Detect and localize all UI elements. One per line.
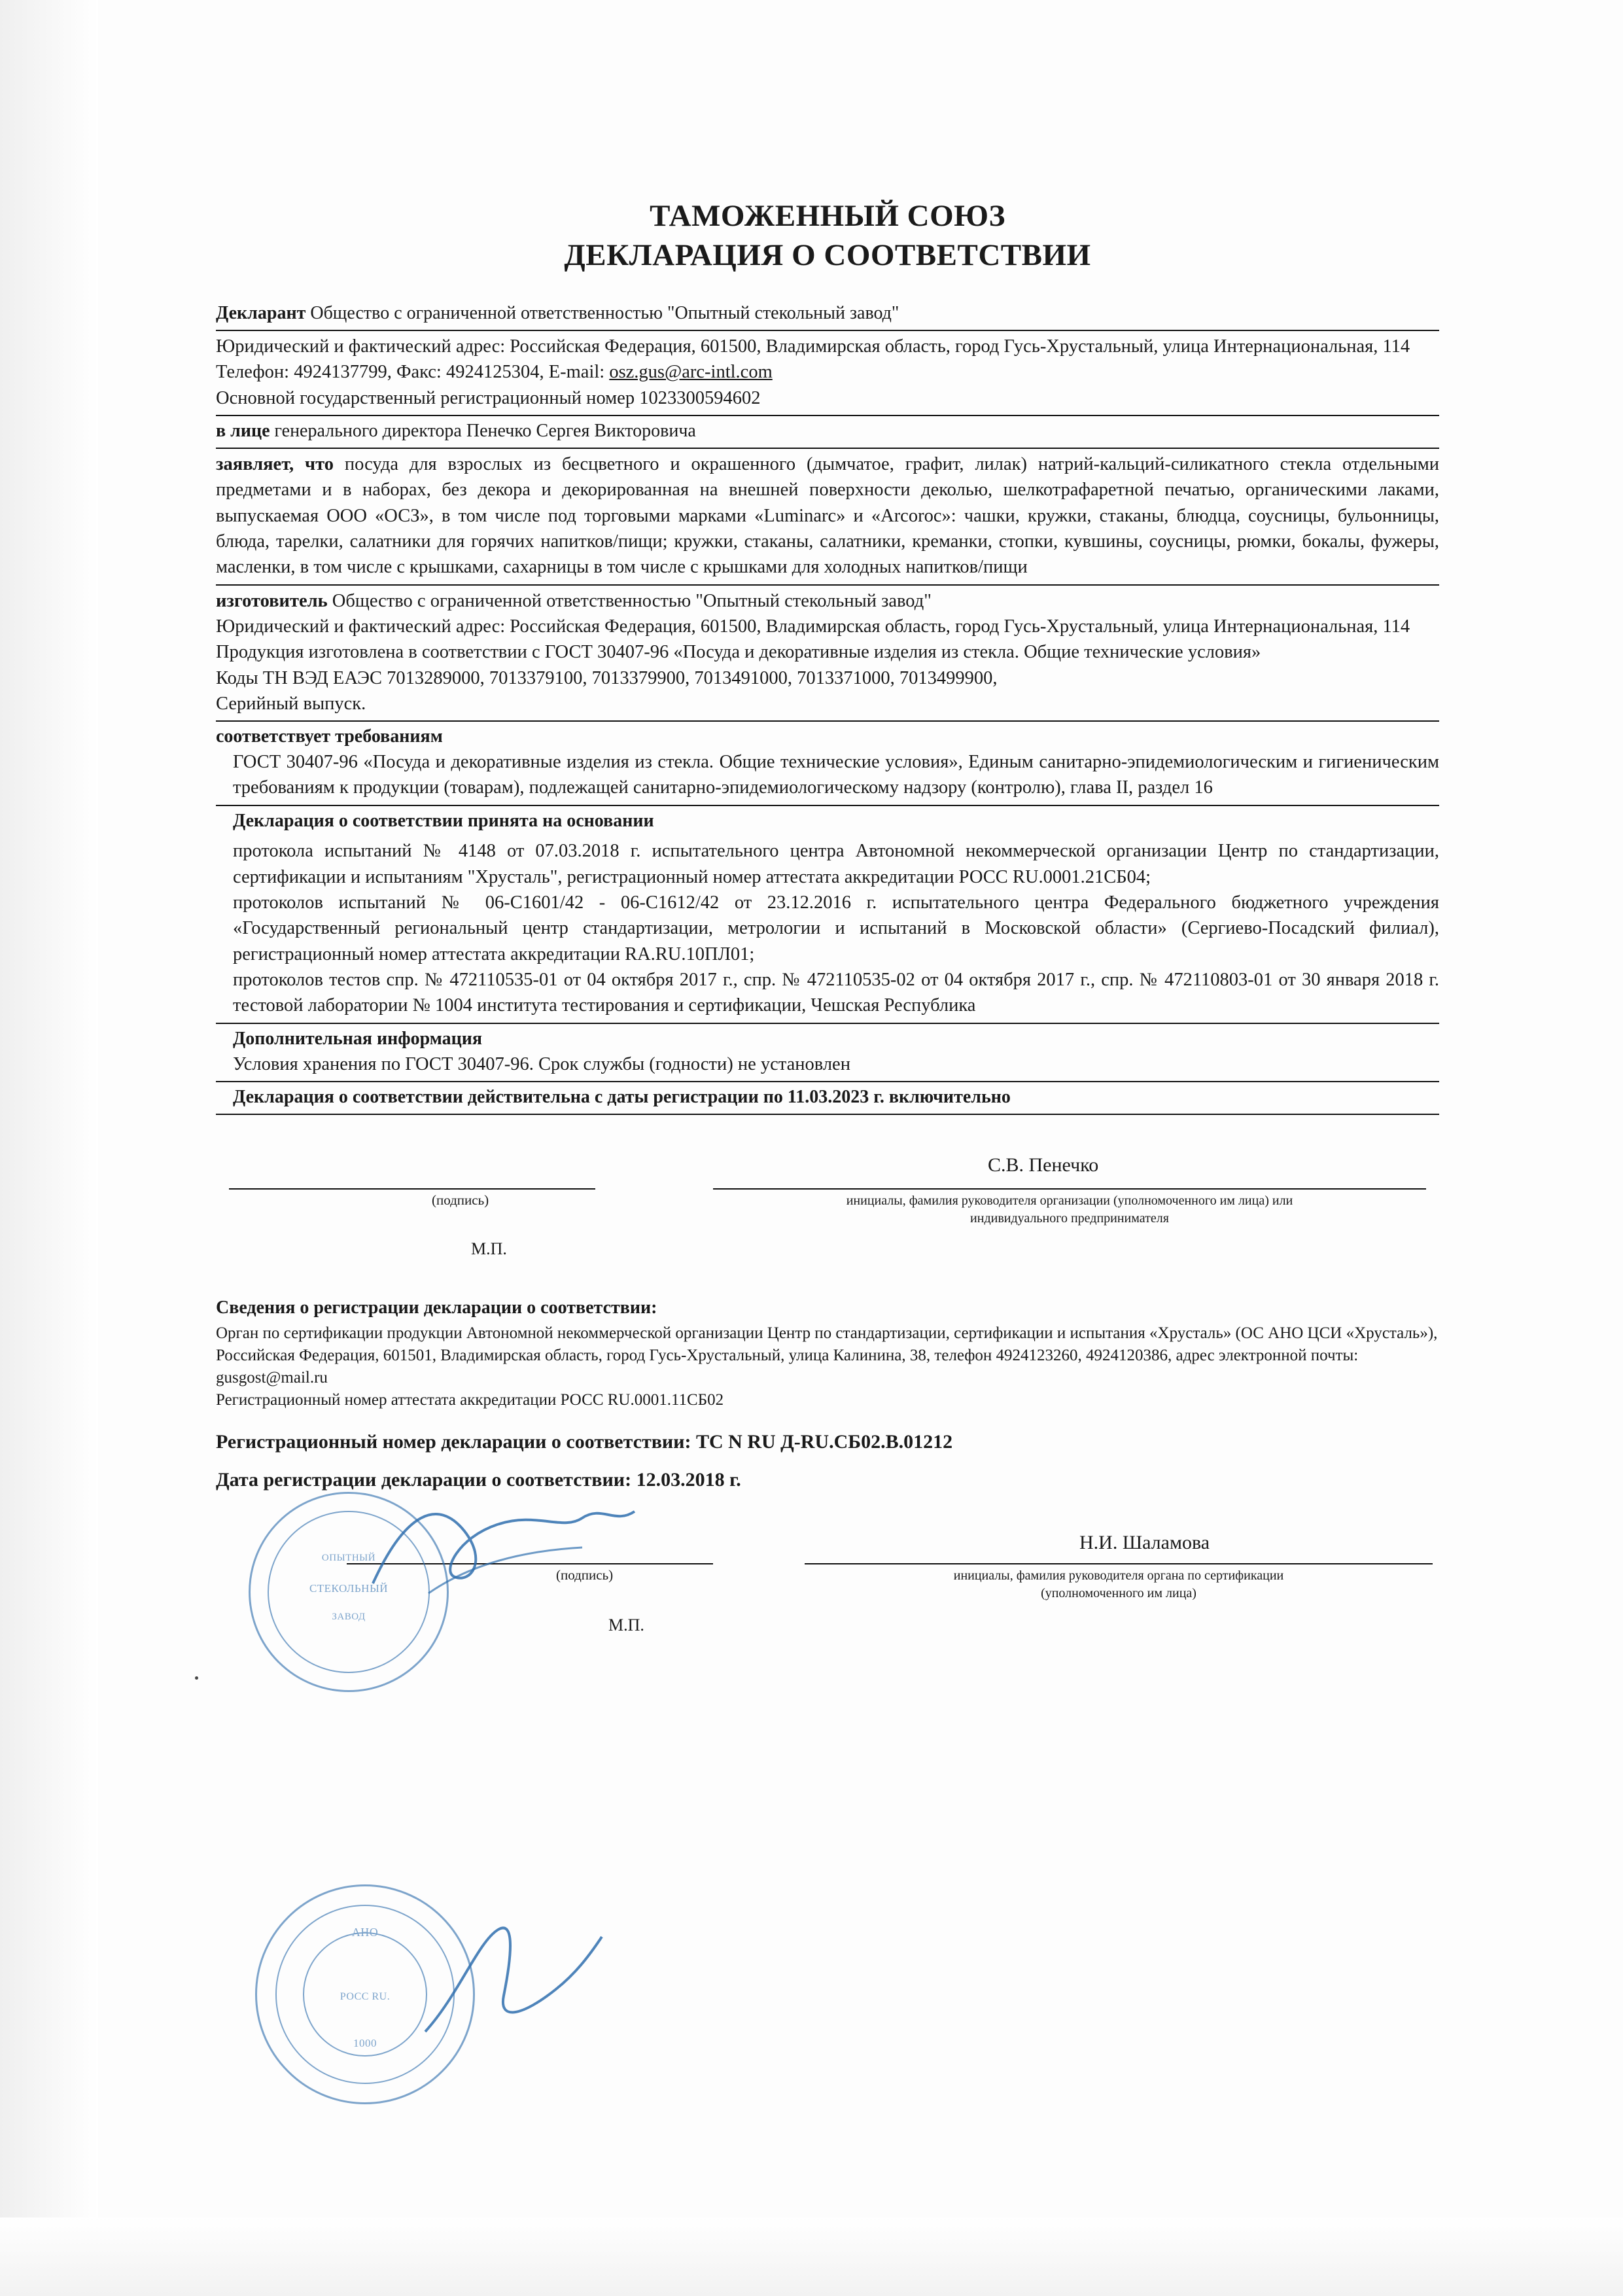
scan-speck <box>195 1676 198 1680</box>
signature-caption-declarant: (подпись) <box>432 1192 489 1208</box>
basis-paragraph-1: протокола испытаний № 4148 от 07.03.2018 г. испытательного центра Автономной некоммерческой организации Центр по стандартизации, сертификации и испытаниям "Хрусталь", регистрационный номер аттестата аккредитации РОСС RU.0001.21СБ04; <box>233 841 1439 887</box>
document-body <box>216 196 1439 1635</box>
name-line-declarant <box>713 1188 1426 1190</box>
registration-number: Регистрационный номер декларации о соответствии: ТС N RU Д-RU.СБ02.В.01212 <box>216 1431 953 1453</box>
ogrn-line: Основной государственный регистрационный номер 1023300594602 <box>216 387 761 408</box>
signer-name-certifier: Н.И. Шаламова <box>1079 1532 1210 1554</box>
registration-body-1: Орган по сертификации продукции Автономной некоммерческой организации Центр по стандартизации, сертификации и испытания «Хрусталь» (ОС АНО ЦСИ «Хрусталь»), <box>216 1324 1438 1343</box>
conformity-label: соответствует требованиям <box>216 726 443 747</box>
seal-text-mid: СТЕКОЛЬНЫЙ <box>309 1582 389 1595</box>
additional-label: Дополнительная информация <box>233 1028 483 1049</box>
seal-text-top: ОПЫТНЫЙ <box>321 1553 376 1563</box>
basis-paragraph-2: протоколов испытаний № 06-С1601/42 - 06-С1612/42 от 23.12.2016 г. испытательного центра Федерального бюджетного учреждения «Государственный региональный центр стандартизации, метрологии и испытаний в Московской области» (Сергиево-Посадский филиал), регистрационный номер аттестата аккредитации RA.RU.10ПЛ01; <box>233 892 1439 964</box>
signature-block-certifier <box>216 1521 1439 1613</box>
manufacturer-value: Общество с ограниченной ответственностью "Опытный стекольный завод" <box>332 590 932 611</box>
seal2-text-top: АНО <box>351 1926 379 1939</box>
declares-label: заявляет, что <box>216 453 334 474</box>
certification-body-seal-stamp <box>255 1884 475 2104</box>
representative-value: генерального директора Пенечко Сергея Викторовича <box>274 421 696 442</box>
signature-line-declarant <box>229 1188 595 1190</box>
product-standard: Продукция изготовлена в соответствии с ГОСТ 30407-96 «Посуда и декоративные изделия из стекла. Общие технические условия» <box>216 642 1261 663</box>
manufacturer-label: изготовитель <box>216 590 328 611</box>
signature-role-caption-declarant <box>713 1192 1426 1227</box>
caption-line-1: инициалы, фамилия руководителя органа по сертификации <box>953 1568 1284 1583</box>
additional-info-block <box>216 1024 1439 1081</box>
scan-edge-left <box>0 0 98 2296</box>
conformity-text: ГОСТ 30407-96 «Посуда и декоративные изделия из стекла. Общие технические условия», Единым санитарно-эпидемиологическим и гигиеническим требованиям к продукции (товарам), подлежащей санитарно-эпидемиологическому надзору (контролю), глава II, раздел 16 <box>233 751 1439 798</box>
title-line-2: ДЕКЛАРАЦИЯ О СООТВЕТСТВИИ <box>564 238 1091 273</box>
signature-line-certifier <box>347 1563 713 1564</box>
conformity-block <box>216 722 1439 804</box>
signer-name-declarant: С.В. Пенечко <box>988 1154 1099 1176</box>
registration-block <box>216 1296 1439 1492</box>
signature-role-caption-certifier <box>805 1567 1433 1602</box>
stamp-place-declarant: М.П. <box>471 1239 507 1258</box>
declarant-line <box>216 301 1439 326</box>
validity-block <box>216 1082 1439 1114</box>
signature-block-declarant <box>216 1137 1439 1235</box>
caption-line-2: (уполномоченного им лица) <box>1041 1586 1196 1601</box>
seal-text-bottom: ЗАВОД <box>332 1612 366 1622</box>
name-line-certifier <box>805 1563 1433 1564</box>
page-title <box>216 196 1439 275</box>
validity-line: Декларация о соответствии действительна с даты регистрации по 11.03.2023 г. включительно <box>233 1086 1011 1107</box>
basis-paragraph-3: протоколов тестов спр. № 472110535-01 от 04 октября 2017 г., спр. № 472110535-02 от 04 октября 2017 г., спр. № 472110803-01 от 30 января 2018 г. тестовой лаборатории № 1004 института тестирования и сертификации, Чешская Республика <box>233 970 1439 1016</box>
phone-prefix: Телефон: 4924137799, Факс: 4924125304, E-mail: <box>216 362 610 383</box>
caption-line-2: индивидуального предпринимателя <box>970 1210 1169 1226</box>
email-link[interactable]: osz.gus@arc-intl.com <box>609 362 773 383</box>
tnved-codes: Коды ТН ВЭД ЕАЭС 7013289000, 7013379100, 7013379900, 7013491000, 7013371000, 7013499900, <box>216 667 998 688</box>
registration-body-3: Регистрационный номер аттестата аккредитации РОСС RU.0001.11СБ02 <box>216 1391 724 1409</box>
basis-label: Декларация о соответствии принята на основании <box>233 810 654 831</box>
declares-text: посуда для взрослых из бесцветного и окрашенного (дымчатое, графит, лилак) натрий-кальций-силикатного стекла отдельными предметами и в наборах, без декора и декорированная на внешней поверхности деколью, шелкотрафаретной печатью, органическими лаками, выпускаемая ООО «ОСЗ», в том числе под торговыми марками «Luminarc» и «Arcoroc»: чашки, кружки, стаканы, блюдца, соусницы, бульонницы, блюда, тарелки, салатники для горячих напитков/пищи; кружки, стаканы, салатники, креманки, стопки, кувшины, соусницы, рюмки, бокалы, фужеры, масленки, в том числе с крышками, сахарницы в том числе с крышками для холодных напитков/пищи <box>216 453 1439 578</box>
additional-text: Условия хранения по ГОСТ 30407-96. Срок службы (годности) не установлен <box>233 1053 850 1074</box>
representative-label: в лице <box>216 421 270 442</box>
scan-edge-bottom <box>0 2217 1623 2296</box>
manufacturer-address: Юридический и фактический адрес: Российская Федерация, 601500, Владимирская область, город Гусь-Хрустальный, улица Интернациональная, 114 <box>216 616 1410 637</box>
manufacturer-block <box>216 586 1439 721</box>
declares-block <box>216 449 1439 584</box>
declarant-label: Декларант <box>216 303 306 324</box>
registration-heading: Сведения о регистрации декларации о соответствии: <box>216 1297 657 1318</box>
serial-release: Серийный выпуск. <box>216 693 366 714</box>
caption-line-1: инициалы, фамилия руководителя организации (уполномоченного им лица) или <box>846 1193 1293 1208</box>
declarant-block <box>216 298 1439 330</box>
registration-body-2: Российская Федерация, 601501, Владимирская область, город Гусь-Хрустальный, улица Калинина, 38, телефон 4924123260, 4924120386, адрес электронной почты: gusgost@mail.ru <box>216 1347 1359 1387</box>
representative-block <box>216 416 1439 448</box>
divider <box>216 1114 1439 1115</box>
title-line-1: ТАМОЖЕННЫЙ СОЮЗ <box>650 199 1005 233</box>
seal2-text-mid: РОСС RU. <box>340 1991 391 2002</box>
registration-date: Дата регистрации декларации о соответствии: 12.03.2018 г. <box>216 1469 741 1491</box>
signature-caption-certifier: (подпись) <box>556 1567 614 1583</box>
basis-block <box>216 806 1439 1023</box>
seal2-text-bottom: 1000 <box>353 2037 377 2049</box>
handwritten-signature-certifier <box>412 1917 608 2041</box>
declarant-phone-line <box>216 359 1439 385</box>
declarant-contacts-block <box>216 331 1439 415</box>
declarant-address: Юридический и фактический адрес: Российская Федерация, 601500, Владимирская область, город Гусь-Хрустальный, улица Интернациональная, 114 <box>216 336 1410 357</box>
declarant-value: Общество с ограниченной ответственностью "Опытный стекольный завод" <box>310 303 899 324</box>
stamp-place-certifier: М.П. <box>608 1616 644 1635</box>
